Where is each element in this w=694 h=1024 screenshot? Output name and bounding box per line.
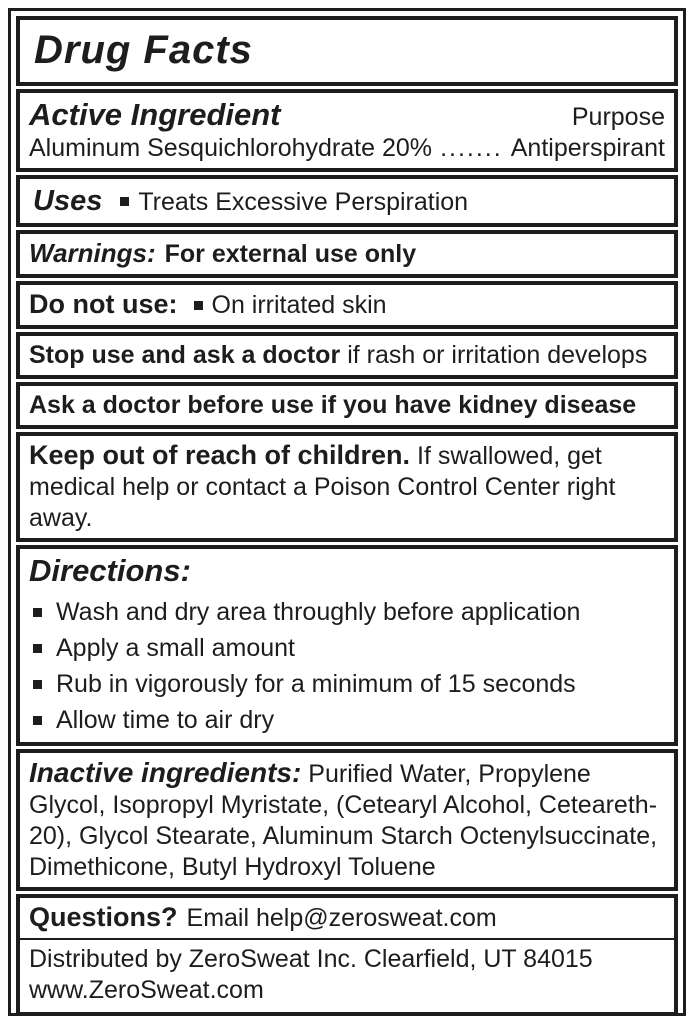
inactive-ingredients-section	[16, 749, 678, 891]
section-divider	[20, 938, 674, 940]
square-bullet-icon	[33, 680, 42, 689]
square-bullet-icon	[194, 301, 203, 310]
do-not-use-heading: Do not use:	[29, 289, 178, 319]
keep-out-of-reach-section	[16, 432, 678, 542]
page-title: Drug Facts	[34, 28, 253, 72]
warnings-text: For external use only	[164, 240, 417, 268]
directions-item-text: Allow time to air dry	[56, 705, 275, 734]
ask-doctor-text: Ask a doctor before use if you have kidney disease	[29, 391, 637, 419]
active-ingredient-heading: Active Ingredient	[29, 97, 281, 132]
square-bullet-icon	[120, 197, 129, 206]
do-not-use-item: On irritated skin	[211, 291, 387, 319]
ask-doctor-section	[16, 382, 678, 429]
distributor-website: www.ZeroSweat.com	[29, 976, 264, 1004]
purpose-column-label: Purpose	[571, 103, 665, 131]
uses-section	[16, 175, 678, 227]
keep-out-heading: Keep out of reach of children.	[29, 440, 411, 470]
drug-facts-label	[8, 8, 686, 1016]
distributor-line: Distributed by ZeroSweat Inc. Clearfield, UT 84015	[29, 945, 593, 973]
square-bullet-icon	[33, 644, 42, 653]
active-ingredient-row	[29, 133, 665, 164]
square-bullet-icon	[33, 716, 42, 725]
active-ingredient-name: Aluminum Sesquichlorohydrate 20%	[29, 134, 432, 162]
inactive-ingredients-heading: Inactive ingredients:	[29, 757, 302, 788]
stop-use-heading: Stop use and ask a doctor	[29, 341, 341, 369]
questions-email-text: Email help@zerosweat.com	[186, 904, 497, 932]
do-not-use-section	[16, 281, 678, 329]
uses-item: Treats Excessive Perspiration	[138, 188, 469, 216]
list-item	[31, 630, 665, 666]
directions-section	[16, 545, 678, 746]
list-item	[31, 666, 665, 702]
warnings-heading: Warnings:	[29, 238, 156, 268]
purpose-value: Antiperspirant	[510, 134, 665, 162]
keep-out-text: If swallowed, get medical help or contact a Poison Control Center right away.	[29, 442, 616, 532]
distributor-block	[29, 944, 665, 1006]
warnings-section	[16, 230, 678, 278]
directions-item-text: Apply a small amount	[56, 633, 296, 662]
inactive-ingredients-text: Purified Water, Propylene Glycol, Isopropyl Myristate, (Cetearyl Alcohol, Ceteareth-20), Glycol Stearate, Aluminum Starch Octenylsuccinate, Dimethicone, Butyl Hydroxyl Toluene	[29, 760, 658, 881]
stop-use-section	[16, 332, 678, 379]
inactive-ingredients-paragraph	[29, 757, 665, 883]
list-item	[31, 594, 665, 630]
title-section	[16, 16, 678, 86]
list-item	[31, 702, 665, 738]
active-ingredient-section	[16, 89, 678, 172]
directions-item-text: Rub in vigorously for a minimum of 15 seconds	[56, 669, 576, 698]
stop-use-text: if rash or irritation develops	[347, 341, 648, 369]
square-bullet-icon	[33, 608, 42, 617]
leader-dots: .......	[440, 134, 503, 162]
active-ingredient-header-row	[29, 97, 665, 133]
questions-heading: Questions?	[29, 902, 178, 932]
directions-list	[29, 594, 665, 738]
directions-item-text: Wash and dry area throughly before application	[56, 597, 581, 626]
directions-heading: Directions:	[29, 553, 191, 588]
keep-out-paragraph	[29, 440, 665, 534]
questions-row	[29, 902, 665, 934]
uses-heading: Uses	[33, 185, 103, 217]
questions-distributor-section	[16, 894, 678, 1016]
